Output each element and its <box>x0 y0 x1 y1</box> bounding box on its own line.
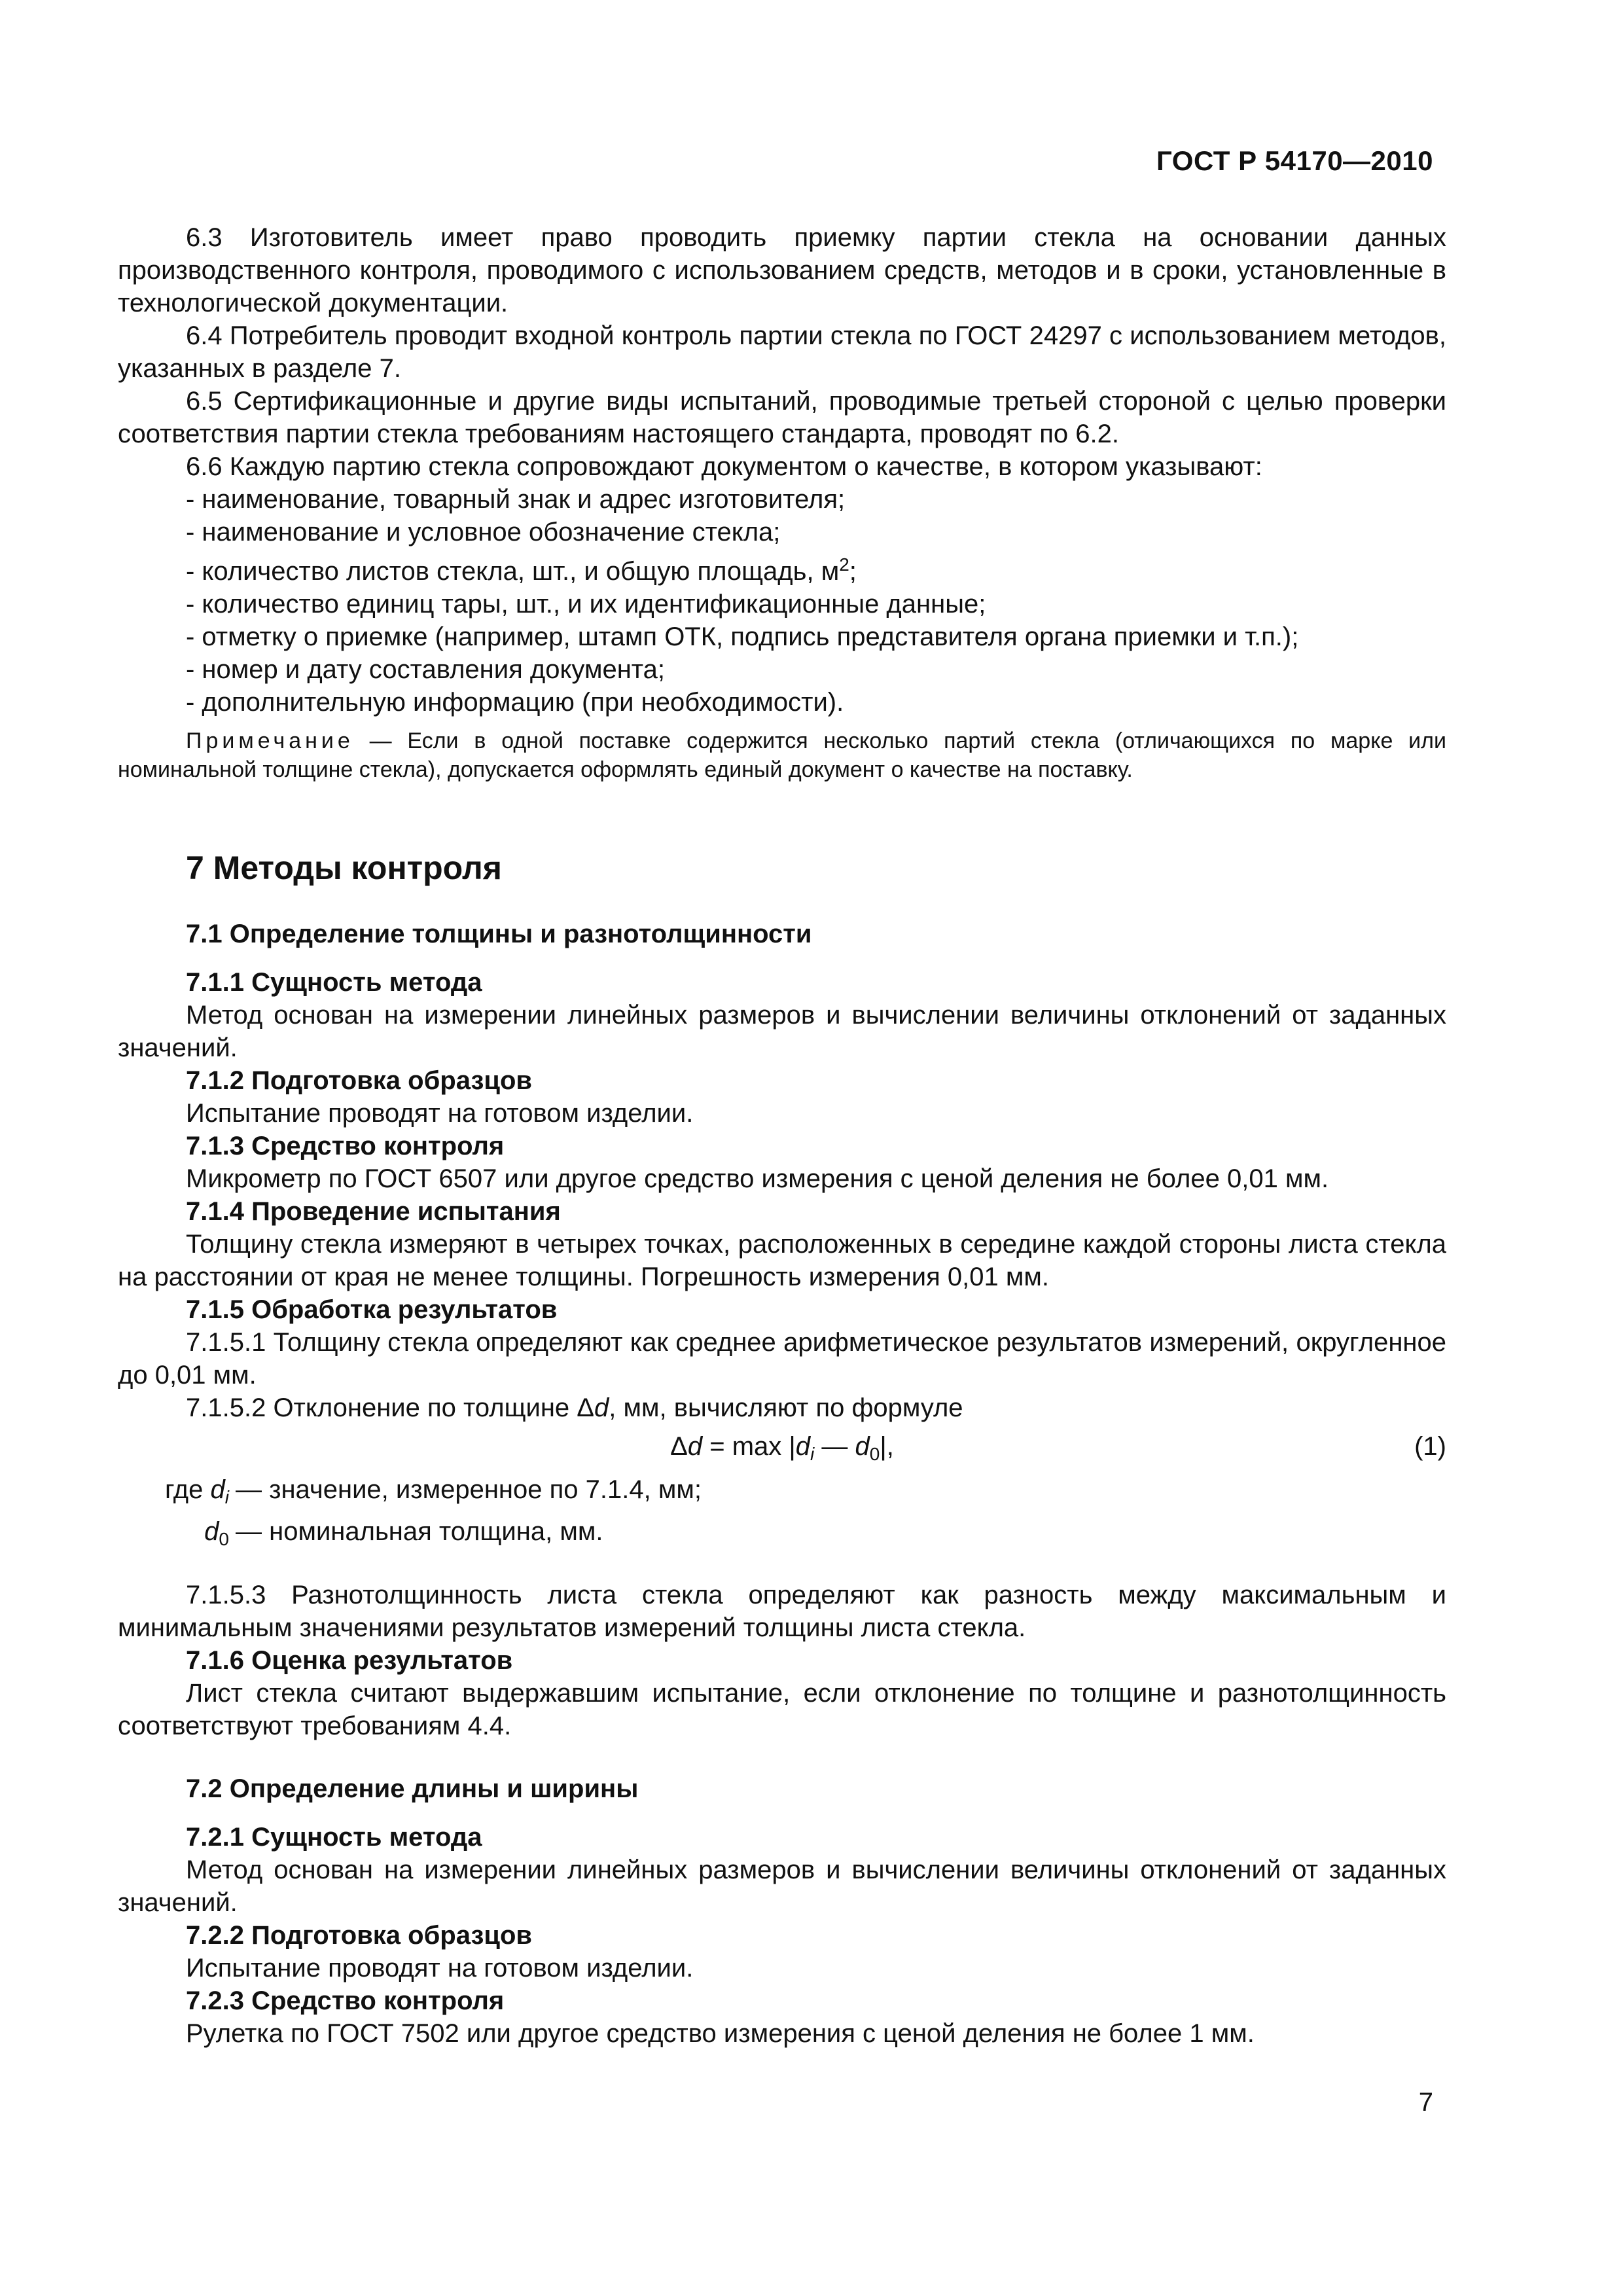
formula-var-di: d <box>795 1432 811 1461</box>
heading-7-2-3: 7.2.3 Средство контроля <box>186 1986 505 2015</box>
heading-7-2-1: 7.2.1 Сущность метода <box>186 1823 482 1852</box>
formula-expression <box>118 1432 1446 1465</box>
page-number: 7 <box>1418 2088 1433 2117</box>
list-item-area-text: - количество листов стекла, шт., и общую площадь, м <box>186 557 840 586</box>
subsection-7-1-heading: 7.1 Определение толщины и разнотолщинности <box>186 920 812 948</box>
paragraph-6-4: 6.4 Потребитель проводит входной контроль партии стекла по ГОСТ 24297 с использованием методов, указанных в разделе 7. <box>118 321 1446 383</box>
definition-di <box>118 1473 1446 1515</box>
list-item: - отметку о приемке (например, штамп ОТК, подпись представителя органа приемки и т.п.); <box>186 622 1299 651</box>
quality-document-list <box>118 483 1446 719</box>
subsection-7-2-heading: 7.2 Определение длины и ширины <box>186 1774 639 1803</box>
formula-close: |, <box>880 1432 894 1461</box>
paragraph-7-1-5-2 <box>118 1391 1446 1424</box>
list-item: - наименование и условное обозначение стекла; <box>186 518 781 547</box>
def-sub-i: i <box>224 1487 229 1507</box>
formula-var-d: d <box>687 1432 703 1461</box>
delta-symbol: Δ <box>670 1432 688 1461</box>
heading-7-1-5: 7.1.5 Обработка результатов <box>186 1295 558 1324</box>
formula-1 <box>118 1427 1446 1473</box>
def-var-d0: d <box>204 1517 219 1546</box>
paragraph-6-3: 6.3 Изготовитель имеет право проводить приемку партии стекла на основании данных производственного контроля, проводимого с использованием средств, методов и в сроки, установленные в технологической документации. <box>118 223 1446 317</box>
definition-di-text: — значение, измеренное по 7.1.4, мм; <box>236 1475 702 1504</box>
area-unit-exponent: 2 <box>839 554 849 575</box>
formula-minus: — <box>814 1432 855 1461</box>
heading-7-1-3: 7.1.3 Средство контроля <box>186 1132 505 1160</box>
definition-d0-symbol <box>118 1515 236 1556</box>
thickness-variable: d <box>594 1393 609 1422</box>
paragraph-7-1-5-2-start: 7.1.5.2 Отклонение по толщине Δ <box>186 1393 595 1422</box>
paragraph-6-6: 6.6 Каждую партию стекла сопровождают документом о качестве, в котором указывают: <box>186 452 1262 481</box>
paragraph-7-1-5-1: 7.1.5.1 Толщину стекла определяют как среднее арифметическое результатов измерений, округленное до 0,01 мм. <box>118 1328 1446 1390</box>
def-var-d: d <box>210 1475 225 1504</box>
definition-d0-text: — номинальная толщина, мм. <box>236 1517 603 1546</box>
formula-number: (1) <box>1414 1432 1446 1461</box>
definition-di-symbol <box>118 1473 236 1515</box>
section-7-heading: 7 Методы контроля <box>186 850 502 886</box>
paragraph-7-1-2: Испытание проводят на готовом изделии. <box>186 1099 694 1128</box>
paragraph-7-1-4: Толщину стекла измеряют в четырех точках, расположенных в середине каждой стороны листа стекла на расстоянии от края не менее толщины. Погрешность измерения 0,01 мм. <box>118 1230 1446 1291</box>
paragraph-7-2-3: Рулетка по ГОСТ 7502 или другое средство измерения с ценой деления не более 1 мм. <box>186 2019 1255 2048</box>
paragraph-7-2-2: Испытание проводят на готовом изделии. <box>186 1954 694 1982</box>
note-text: — Если в одной поставке содержится несколько партий стекла (отличающихся по марке или номинальной толщине стекла), допускается оформлять единый документ о качестве на поставку. <box>118 728 1446 782</box>
paragraph-7-1-3: Микрометр по ГОСТ 6507 или другое средство измерения с ценой деления не более 0,01 мм. <box>186 1164 1329 1193</box>
heading-7-2-2: 7.2.2 Подготовка образцов <box>186 1921 532 1950</box>
formula-sub-i: i <box>810 1444 815 1464</box>
heading-7-1-6: 7.1.6 Оценка результатов <box>186 1646 513 1675</box>
paragraph-7-1-5-3: 7.1.5.3 Разнотолщинность листа стекла определяют как разность между максимальным и минимальным значениями результатов измерений толщины листа стекла. <box>118 1581 1446 1642</box>
list-item: - дополнительную информацию (при необходимости). <box>186 688 844 717</box>
formula-sub-0: 0 <box>869 1444 880 1464</box>
formula-eq: = max | <box>702 1432 796 1461</box>
note <box>118 726 1446 784</box>
formula-var-d0: d <box>855 1432 870 1461</box>
heading-7-1-4: 7.1.4 Проведение испытания <box>186 1197 561 1226</box>
heading-7-1-2: 7.1.2 Подготовка образцов <box>186 1066 532 1095</box>
heading-7-1-1: 7.1.1 Сущность метода <box>186 968 482 997</box>
page-body <box>118 221 1446 2050</box>
def-sub-0: 0 <box>219 1529 229 1549</box>
definition-d0 <box>118 1515 1446 1556</box>
list-item: - номер и дату составления документа; <box>186 655 666 684</box>
list-item: - наименование, товарный знак и адрес изготовителя; <box>186 485 846 514</box>
paragraph-6-5: 6.5 Сертификационные и другие виды испытаний, проводимые третьей стороной с целью проверки соответствия партии стекла требованиям настоящего стандарта, проводят по 6.2. <box>118 387 1446 448</box>
note-label: Примечание <box>186 728 354 753</box>
paragraph-7-1-6: Лист стекла считают выдержавшим испытание, если отклонение по толщине и разнотолщинность соответствуют требованиям 4.4. <box>118 1679 1446 1740</box>
standard-designation: ГОСТ Р 54170—2010 <box>1156 145 1433 176</box>
paragraph-7-1-5-2-end: , мм, вычисляют по формуле <box>609 1393 963 1422</box>
where-word: где <box>165 1475 204 1504</box>
list-item-area-end: ; <box>849 557 857 586</box>
paragraph-7-2-1: Метод основан на измерении линейных размеров и вычислении величины отклонений от заданных значений. <box>118 1856 1446 1917</box>
paragraph-7-1-1: Метод основан на измерении линейных размеров и вычислении величины отклонений от заданных значений. <box>118 1001 1446 1062</box>
list-item-area <box>186 548 1446 588</box>
list-item: - количество единиц тары, шт., и их идентификационные данные; <box>186 590 986 619</box>
